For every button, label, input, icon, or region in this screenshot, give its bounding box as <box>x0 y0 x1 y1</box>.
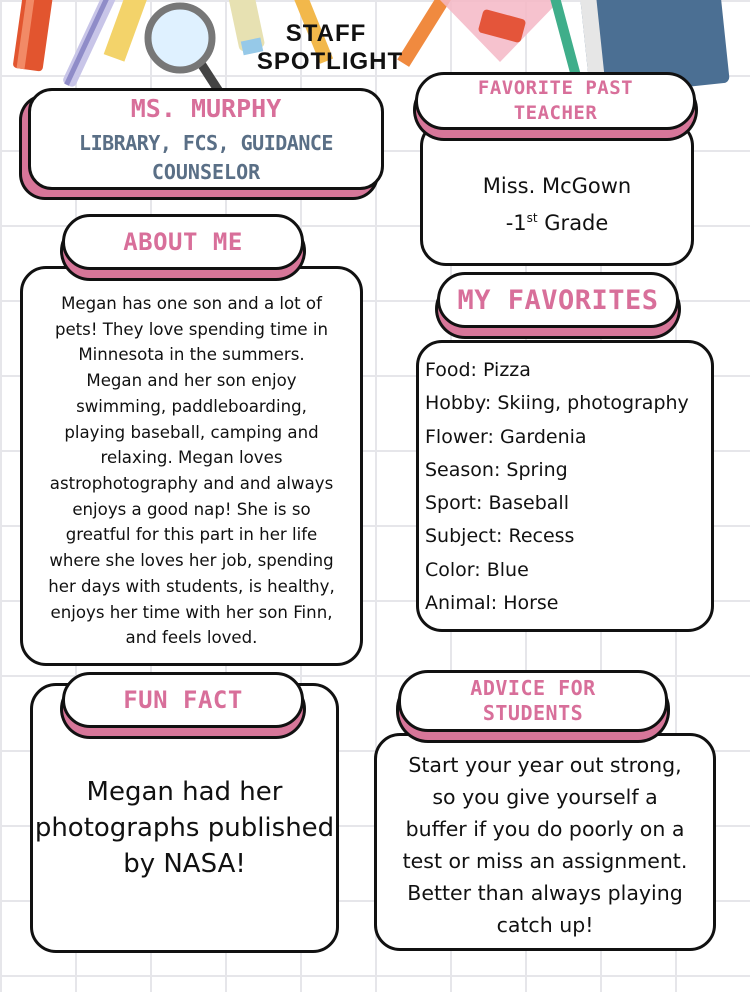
magnifying-glass-icon <box>148 6 222 96</box>
about-line: and feels loved. <box>125 628 258 648</box>
advice-line: catch up! <box>496 913 594 937</box>
fun-fact-header <box>62 672 304 728</box>
favorite-item: Sport: Baseball <box>425 492 569 515</box>
grade-ordinal: st <box>526 210 538 225</box>
past-teacher-title-line2: TEACHER <box>513 102 598 124</box>
page-title-line2: SPOTLIGHT <box>256 48 404 75</box>
page-title <box>240 20 420 76</box>
about-line: where she loves her job, spending <box>49 551 334 571</box>
about-me-text <box>48 291 335 651</box>
past-teacher-title-line1: FAVORITE PAST <box>477 77 634 99</box>
about-line: Minnesota in the summers. <box>78 345 305 365</box>
fun-fact-line1: Megan had her <box>86 777 283 807</box>
name-card <box>28 88 384 190</box>
favorites-card <box>416 340 714 632</box>
staff-role-line2: COUNSELOR <box>151 160 261 184</box>
staff-name: MS. MURPHY <box>130 94 282 123</box>
about-line: swimming, paddleboarding, <box>76 396 307 416</box>
favorites-list <box>425 354 711 620</box>
fun-fact-line2: photographs published <box>34 813 335 843</box>
past-teacher-header <box>415 72 696 130</box>
about-line: Megan has one son and a lot of <box>61 294 322 314</box>
favorite-item: Flower: Gardenia <box>425 425 587 448</box>
favorites-header <box>437 272 679 328</box>
favorite-item: Food: Pizza <box>425 359 531 381</box>
past-teacher-card <box>420 120 694 266</box>
about-me-card <box>20 266 363 666</box>
advice-header <box>398 670 668 732</box>
about-line: enjoys her time with her son Finn, <box>50 602 333 622</box>
fun-fact-text <box>35 774 334 882</box>
about-line: Megan and her son enjoy <box>86 371 297 391</box>
paintbrush-icon <box>549 0 582 80</box>
advice-title-line2: STUDENTS <box>482 701 584 725</box>
about-line: her days with students, is healthy, <box>48 576 335 596</box>
advice-line: Start your year out strong, <box>408 753 682 777</box>
favorite-item: Color: Blue <box>425 558 529 581</box>
staff-role-line1: LIBRARY, FCS, GUIDANCE <box>79 131 333 155</box>
teacher-name: Miss. McGown <box>482 173 632 198</box>
advice-line: Better than always playing <box>407 881 683 905</box>
advice-card <box>374 733 716 951</box>
favorite-item: Animal: Horse <box>425 592 559 615</box>
about-line: pets! They love spending time in <box>54 319 329 339</box>
favorites-title: MY FAVORITES <box>457 284 659 316</box>
about-me-header <box>62 214 304 270</box>
fun-fact-title: FUN FACT <box>123 686 243 714</box>
about-line: greatful for this part in her life <box>65 525 318 545</box>
marker-icon <box>13 0 54 72</box>
about-line: astrophotography and and always <box>49 474 334 493</box>
grade-number: -1 <box>505 210 527 235</box>
fun-fact-line3: by NASA! <box>123 849 246 879</box>
advice-line: buffer if you do poorly on a <box>405 817 685 841</box>
about-line: enjoys a good nap! She is so <box>72 499 311 519</box>
advice-line: so you give yourself a <box>432 785 658 809</box>
advice-line: test or miss an assignment. <box>402 849 688 873</box>
favorite-item: Subject: Recess <box>425 525 575 548</box>
favorite-item: Hobby: Skiing, photography <box>425 392 689 415</box>
about-line: playing baseball, camping and <box>64 422 319 442</box>
favorite-item: Season: Spring <box>425 458 568 481</box>
about-me-title: ABOUT ME <box>123 228 243 256</box>
page-title-line1: STAFF <box>285 20 367 47</box>
advice-text <box>403 749 688 941</box>
grade-word: Grade <box>537 210 609 235</box>
about-line: relaxing. Megan loves <box>100 448 283 468</box>
teacher-grade <box>506 202 609 239</box>
advice-title-line1: ADVICE FOR <box>470 676 596 700</box>
